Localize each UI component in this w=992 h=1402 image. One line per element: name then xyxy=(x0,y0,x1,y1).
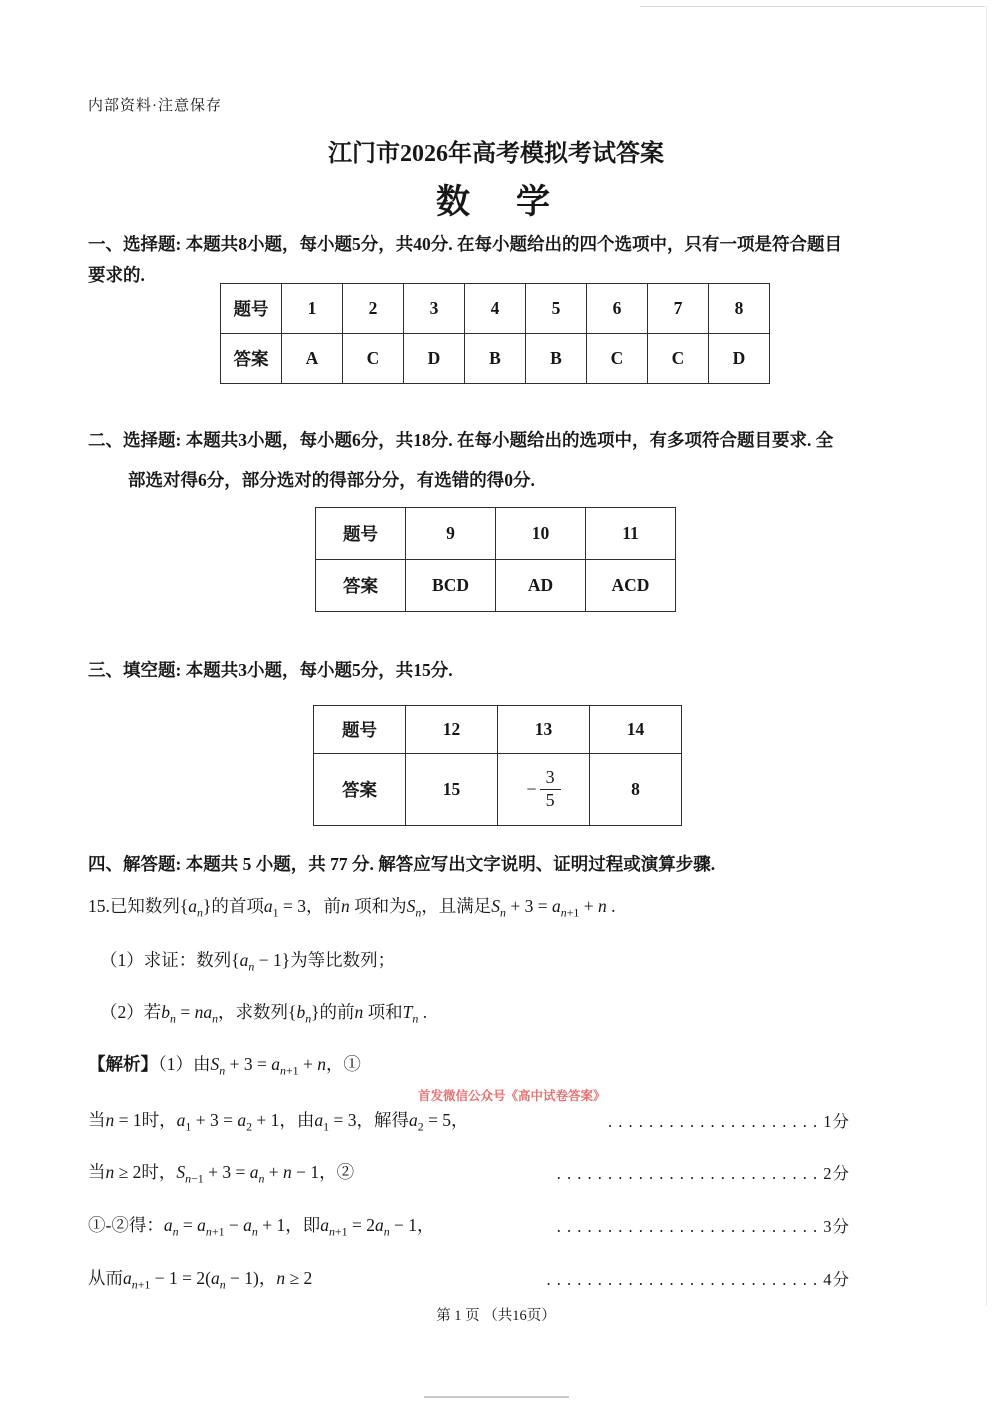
question-number-cell: 11 xyxy=(586,508,676,560)
answer-cell: C xyxy=(648,334,709,384)
section-3-line1: 三、填空题: 本题共3小题，每小题5分，共15分. xyxy=(88,660,453,680)
section-3-heading xyxy=(88,655,914,686)
question-number-cell: 3 xyxy=(404,284,465,334)
answer-cell: B xyxy=(465,334,526,384)
answer-cell: 15 xyxy=(406,754,498,826)
step-score: . . . . . . . . . . . . . . . . . . . . . . . . . . 3分 xyxy=(556,1217,850,1236)
row-label-cell: 题号 xyxy=(316,508,406,560)
table-row-question-numbers xyxy=(316,508,676,560)
table-row-answers xyxy=(221,334,770,384)
fill-blank-answer-table xyxy=(313,705,682,826)
red-watermark-text: 首发微信公众号《高中试卷答案》 xyxy=(418,1089,606,1103)
answer-cell: B xyxy=(526,334,587,384)
solution-step-1 xyxy=(88,1107,850,1135)
solution-step-3 xyxy=(88,1212,850,1240)
answer-cell: 8 xyxy=(590,754,682,826)
section-2-heading xyxy=(88,420,914,500)
table-row-question-numbers xyxy=(221,284,770,334)
table-row-question-numbers xyxy=(314,706,682,754)
table-row-answers xyxy=(316,560,676,612)
answer-cell: BCD xyxy=(406,560,496,612)
section-1-line1: 一、选择题: 本题共8小题，每小题5分，共40分. 在每小题给出的四个选项中，只有一项是符合题目 xyxy=(88,234,842,254)
answer-cell: A xyxy=(282,334,343,384)
section-4-heading xyxy=(88,849,914,880)
multi-choice-answer-table xyxy=(315,507,676,612)
section-1-line2: 要求的. xyxy=(88,265,145,285)
row-label-cell: 题号 xyxy=(314,706,406,754)
scan-artifact-top xyxy=(640,6,985,7)
answer-cell: AD xyxy=(496,560,586,612)
page-title: 江门市2026年高考模拟考试答案 xyxy=(328,141,664,167)
solution-heading: 【解析】（1）由$S_n + 3 = a_{n+1} + n$，① xyxy=(88,1054,361,1078)
question-number-cell: 7 xyxy=(648,284,709,334)
problem-15-statement: 15.已知数列$\{a_n\}$的首项$a_1 = 3$，前n 项和为$S_n$，且满足$S_n + 3 = a_{n+1} + n$ . xyxy=(88,896,616,920)
fraction xyxy=(540,767,561,811)
solution-step-2 xyxy=(88,1159,850,1187)
fraction-answer xyxy=(526,767,560,811)
answer-cell: C xyxy=(343,334,404,384)
row-label-cell: 题号 xyxy=(221,284,282,334)
question-number-cell: 6 xyxy=(587,284,648,334)
question-number-cell: 1 xyxy=(282,284,343,334)
step-score: . . . . . . . . . . . . . . . . . . . . . . . . . . . 4分 xyxy=(546,1270,850,1289)
section-2-line2: 部选对得6分，部分选对的得部分分，有选错的得0分. xyxy=(128,470,535,490)
step-text: 从而$a_{n+1} - 1 = 2(a_n - 1)$，n ≥ 2 xyxy=(88,1268,313,1292)
step-score: . . . . . . . . . . . . . . . . . . . . . 1分 xyxy=(608,1112,850,1131)
step-text: ①-②得：$a_n = a_{n+1} - a_n + 1$，即$a_{n+1} = 2a_n - 1$， xyxy=(88,1215,435,1239)
answer-cell: C xyxy=(587,334,648,384)
section-4-line1: 四、解答题: 本题共 5 小题，共 77 分. 解答应写出文字说明、证明过程或演算步骤. xyxy=(88,854,716,874)
question-number-cell: 5 xyxy=(526,284,587,334)
question-number-cell: 10 xyxy=(496,508,586,560)
row-label-cell: 答案 xyxy=(314,754,406,826)
step-score: . . . . . . . . . . . . . . . . . . . . . . . . . . 2分 xyxy=(556,1164,850,1183)
fraction-denominator: 5 xyxy=(545,790,555,810)
subject-title: 数 学 xyxy=(436,184,556,221)
question-number-cell: 14 xyxy=(590,706,682,754)
row-label-cell: 答案 xyxy=(221,334,282,384)
fraction-numerator: 3 xyxy=(540,767,561,790)
header-note: 内部资料·注意保存 xyxy=(88,98,222,114)
minus-sign: − xyxy=(526,779,537,799)
answer-cell: ACD xyxy=(586,560,676,612)
answer-cell-fraction xyxy=(498,754,590,826)
problem-15-part1: （1）求证：数列$\{a_n - 1\}$为等比数列； xyxy=(100,950,396,974)
problem-15-part2: （2）若$b_n = na_n$，求数列$\{b_n\}$的前n 项和$T_n$ . xyxy=(100,1002,428,1026)
answer-cell: D xyxy=(404,334,465,384)
answer-cell: D xyxy=(709,334,770,384)
solution-step-4 xyxy=(88,1265,850,1293)
table-row-answers xyxy=(314,754,682,826)
question-number-cell: 2 xyxy=(343,284,404,334)
step-text: 当n ≥ 2时，$S_{n-1} + 3 = a_n + n - 1$，② xyxy=(88,1162,355,1186)
section-2-line1: 二、选择题: 本题共3小题，每小题6分，共18分. 在每小题给出的选项中，有多项符合题目要求. 全 xyxy=(88,430,834,450)
question-number-cell: 13 xyxy=(498,706,590,754)
page-footer: 第 1 页 （共16页） xyxy=(436,1308,556,1324)
section-1-heading xyxy=(88,229,914,291)
question-number-cell: 12 xyxy=(406,706,498,754)
question-number-cell: 8 xyxy=(709,284,770,334)
single-choice-answer-table xyxy=(220,283,770,384)
question-number-cell: 4 xyxy=(465,284,526,334)
scan-artifact-bottom xyxy=(424,1396,569,1398)
question-number-cell: 9 xyxy=(406,508,496,560)
step-text: 当n = 1时，$a_1 + 3 = a_2 + 1$，由$a_1 = 3$，解得$a_2 = 5$， xyxy=(88,1110,469,1134)
row-label-cell: 答案 xyxy=(316,560,406,612)
